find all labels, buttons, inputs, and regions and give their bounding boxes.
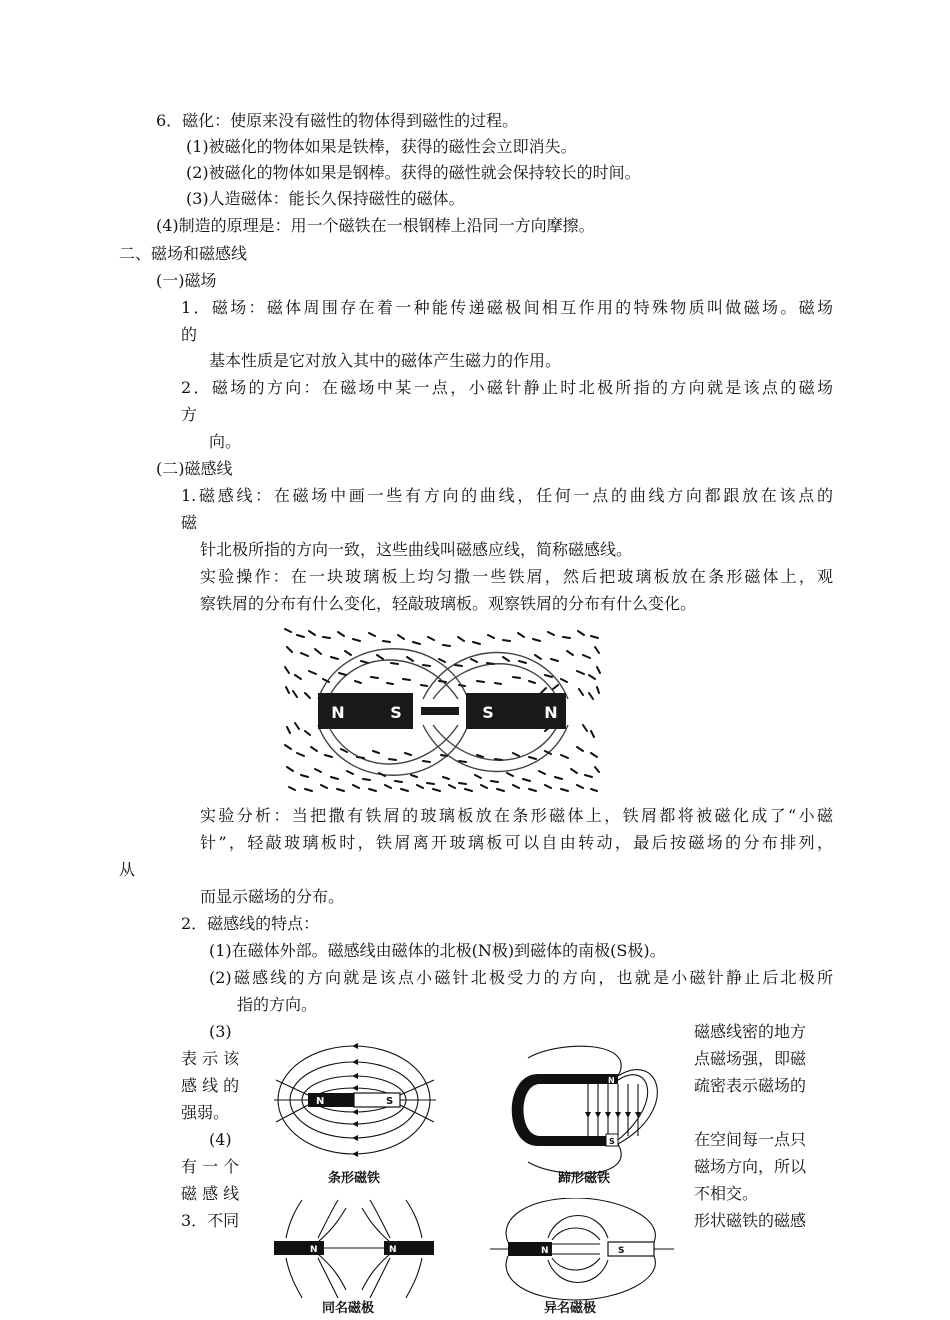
text-line: 基本性质是它对放入其中的磁体产生磁力的作用。 bbox=[209, 351, 562, 370]
text-fragment: 强弱。 bbox=[181, 1103, 230, 1122]
text-line: 6．磁化：使原来没有磁性的物体得到磁性的过程。 bbox=[156, 111, 519, 130]
bar-caption: 条形磁铁 bbox=[327, 1171, 381, 1186]
horseshoe-n-label: N bbox=[608, 1076, 615, 1085]
text-fragment: 形状磁铁的磁感 bbox=[694, 1211, 807, 1230]
text-line: 针”，轻敲玻璃板时，铁屑离开玻璃板可以自由转动，最后按磁场的分布排列， bbox=[200, 833, 833, 852]
text-line: 从 bbox=[119, 860, 136, 879]
text-line: 察铁屑的分布有什么变化，轻敲玻璃板。观察铁屑的分布有什么变化。 bbox=[200, 594, 697, 613]
text-line: 实验操作：在一块玻璃板上均匀撒一些铁屑，然后把玻璃板放在条形磁体上，观 bbox=[200, 567, 833, 586]
like-n-label-left: N bbox=[310, 1245, 318, 1255]
bar-magnet-diagram bbox=[268, 1040, 440, 1194]
text-fragment: 感 线 的 bbox=[181, 1076, 240, 1095]
bar-s-label: S bbox=[386, 1096, 394, 1107]
text-line: 而显示磁场的分布。 bbox=[200, 887, 345, 906]
horseshoe-s-label: S bbox=[609, 1137, 615, 1146]
unlike-poles-diagram bbox=[488, 1198, 682, 1320]
text-fragment: 点磁场强，即磁 bbox=[694, 1049, 807, 1068]
subsection-heading: (二)磁感线 bbox=[156, 459, 233, 478]
text-line: 方 bbox=[181, 405, 198, 424]
text-fragment: 磁 感 线 bbox=[181, 1184, 240, 1203]
filings-n-label-right: N bbox=[544, 703, 558, 722]
like-n-label-right: N bbox=[389, 1245, 397, 1255]
text-line: 向。 bbox=[209, 432, 242, 451]
text-fragment: 不相交。 bbox=[694, 1184, 759, 1203]
text-line: (2)被磁化的物体如果是钢棒。获得的磁性就会保持较长的时间。 bbox=[186, 163, 641, 182]
text-line: 的 bbox=[181, 325, 198, 344]
unlike-caption: 异名磁极 bbox=[543, 1301, 597, 1316]
text-line: (4)制造的原理是：用一个磁铁在一根钢棒上沿同一方向摩擦。 bbox=[156, 216, 595, 235]
text-line: 指的方向。 bbox=[237, 995, 318, 1014]
text-line: (3)人造磁体：能长久保持磁性的磁体。 bbox=[186, 189, 465, 208]
text-fragment: 在空间每一点只 bbox=[694, 1130, 807, 1149]
text-fragment: 表 示 该 bbox=[181, 1049, 240, 1068]
text-line: 2．磁感线的特点： bbox=[181, 914, 320, 933]
text-line: (2)磁感线的方向就是该点小磁针北极受力的方向，也就是小磁针静止后北极所 bbox=[209, 968, 833, 987]
text-line: 1．磁场：磁体周围存在着一种能传递磁极间相互作用的特殊物质叫做磁场。磁场 bbox=[181, 298, 833, 317]
subsection-heading: (一)磁场 bbox=[156, 271, 217, 290]
like-poles-diagram bbox=[268, 1198, 440, 1320]
text-line: 实验分析：当把撒有铁屑的玻璃板放在条形磁体上，铁屑都将被磁化成了“小磁 bbox=[200, 806, 833, 825]
text-fragment: (4) bbox=[209, 1130, 232, 1149]
text-fragment: 3．不同 bbox=[181, 1211, 240, 1230]
filings-s-label-left: S bbox=[390, 703, 402, 722]
horseshoe-caption: 蹄形磁铁 bbox=[557, 1171, 611, 1186]
bar-n-label: N bbox=[316, 1096, 325, 1107]
text-line: (1)被磁化的物体如果是铁棒，获得的磁性会立即消失。 bbox=[186, 137, 577, 156]
horseshoe-magnet-diagram bbox=[488, 1040, 682, 1194]
text-fragment: 磁场方向，所以 bbox=[694, 1157, 807, 1176]
like-caption: 同名磁极 bbox=[321, 1301, 375, 1316]
iron-filings-figure bbox=[283, 627, 601, 798]
text-line: 磁 bbox=[181, 513, 198, 532]
text-fragment: 有 一 个 bbox=[181, 1157, 240, 1176]
unlike-s-label: S bbox=[618, 1246, 625, 1256]
filings-s-label-right: S bbox=[482, 703, 494, 722]
text-line: (1)在磁体外部。磁感线由磁体的北极(N极)到磁体的南极(S极)。 bbox=[209, 941, 666, 960]
section-heading: 二、磁场和磁感线 bbox=[119, 244, 248, 263]
text-fragment: (3) bbox=[209, 1022, 232, 1041]
text-line: 2．磁场的方向：在磁场中某一点，小磁针静止时北极所指的方向就是该点的磁场 bbox=[181, 378, 833, 397]
text-line: 1.磁感线：在磁场中画一些有方向的曲线，任何一点的曲线方向都跟放在该点的 bbox=[181, 486, 833, 505]
unlike-n-label: N bbox=[541, 1246, 549, 1256]
text-line: 针北极所指的方向一致，这些曲线叫磁感应线，简称磁感线。 bbox=[200, 540, 633, 559]
text-fragment: 磁感线密的地方 bbox=[694, 1022, 807, 1041]
filings-n-label-left: N bbox=[331, 703, 345, 722]
text-fragment: 疏密表示磁场的 bbox=[694, 1076, 807, 1095]
